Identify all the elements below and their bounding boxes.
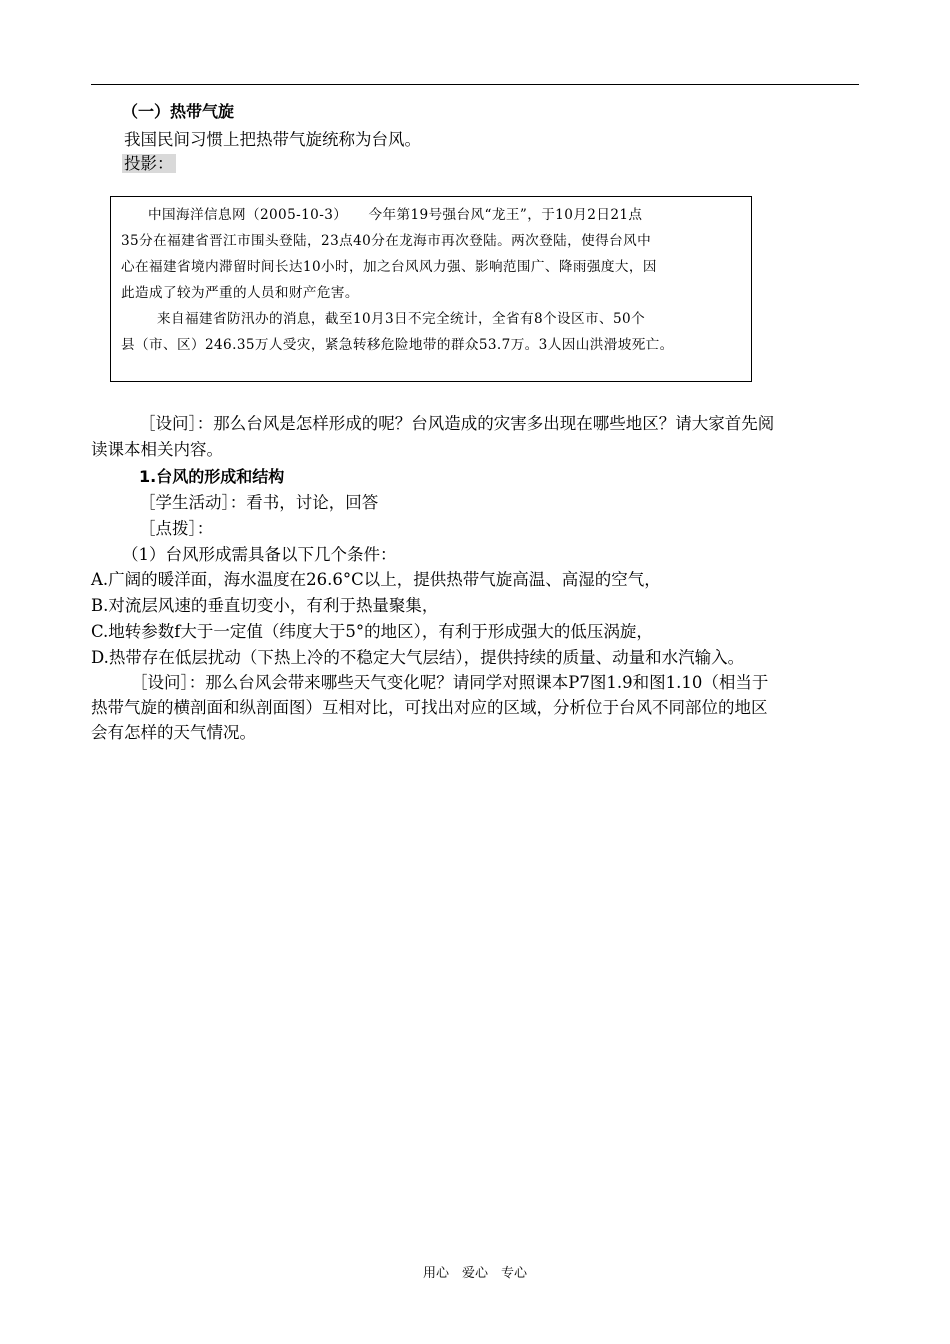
condition-item: C.地转参数f大于一定值（纬度大于5°的地区），有利于形成强大的低压涡旋， [91,622,653,641]
projection-label-text: 投影： [124,154,174,173]
condition-item: B.对流层风速的垂直切变小，有利于热量聚集， [91,596,439,615]
news-line: 来自福建省防汛办的消息，截至10月3日不完全统计，全省有8个设区市、50个 [157,311,646,327]
question-2: ［设问］：那么台风会带来哪些天气变化呢？请同学对照课本P7图1.9和图1.10（相当于 [131,673,769,692]
news-line: 35分在福建省晋江市围头登陆，23点40分在龙海市再次登陆。两次登陆，使得台风中 [121,233,652,249]
news-box [110,196,752,382]
news-line: 此造成了较为严重的人员和财产危害。 [121,285,359,301]
news-line: 中国海洋信息网（2005-10-3） 今年第19号强台风“龙王”，于10月2日21点 [148,207,643,223]
news-line: 心在福建省境内滞留时间长达10小时，加之台风风力强、影响范围广、降雨强度大，因 [121,259,657,275]
student-activity: ［学生活动］：看书，讨论，回答 [139,493,379,512]
header-rule [91,84,859,85]
condition-item: A.广阔的暖洋面，海水温度在26.6°C以上，提供热带气旋高温、高湿的空气， [91,570,661,589]
conditions-intro: （1）台风形成需具备以下几个条件： [122,545,397,564]
subsection-title: 1.台风的形成和结构 [139,467,285,486]
news-line: 县（市、区）246.35万人受灾，紧急转移危险地带的群众53.7万。3人因山洪滑坡死亡。 [121,337,674,353]
guidance-label: ［点拨］： [139,519,214,538]
question-1: ［设问］：那么台风是怎样形成的呢？台风造成的灾害多出现在哪些地区？请大家首先阅 [139,414,775,433]
condition-item: D.热带存在低层扰动（下热上冷的不稳定大气层结），提供持续的质量、动量和水汽输入。 [91,648,745,667]
question-2-cont: 热带气旋的横剖面和纵剖面图）互相对比，可找出对应的区域，分析位于台风不同部位的地区 [91,698,768,717]
section-title: （一）热带气旋 [122,102,235,121]
projection-label [122,152,176,176]
question-1-cont: 读课本相关内容。 [91,440,223,459]
intro-line: 我国民间习惯上把热带气旋统称为台风。 [124,130,421,149]
page-footer: 用心 爱心 专心 [422,1266,527,1281]
question-2-cont: 会有怎样的天气情况。 [91,723,256,742]
